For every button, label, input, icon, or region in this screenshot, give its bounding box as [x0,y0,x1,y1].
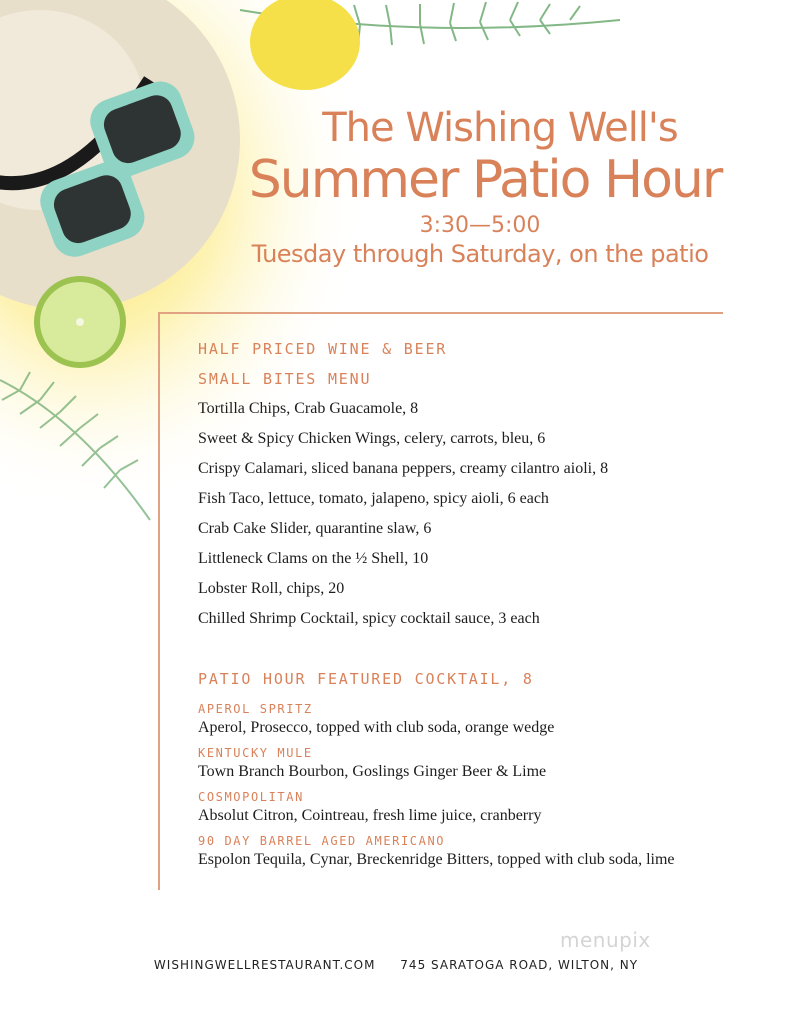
menu-item: Tortilla Chips, Crab Guacamole, 8 [198,400,419,417]
cocktail-name: APEROL SPRITZ [198,702,313,716]
section-heading-small-bites: SMALL BITES MENU [198,370,372,388]
section-heading-cocktail: PATIO HOUR FEATURED COCKTAIL, 8 [198,670,534,688]
restaurant-name: The Wishing Well's [322,105,678,151]
cocktail-description: Aperol, Prosecco, topped with club soda, orange wedge [198,719,555,736]
menu-item: Crispy Calamari, sliced banana peppers, creamy cilantro aioli, 8 [198,460,609,477]
event-title: Summer Patio Hour [248,150,722,210]
cocktail-description: Town Branch Bourbon, Goslings Ginger Beer & Lime [198,763,547,780]
menu-item: Littleneck Clams on the ½ Shell, 10 [198,550,429,567]
website-link[interactable]: WISHINGWELLRESTAURANT.COM [153,958,376,972]
cocktail-name: 90 DAY BARREL AGED AMERICANO [198,834,446,848]
lime-slice-icon [34,276,126,368]
menu-item: Sweet & Spicy Chicken Wings, celery, carrots, bleu, 6 [198,430,546,447]
menu-item: Fish Taco, lettuce, tomato, jalapeno, spicy aioli, 6 each [198,490,549,507]
event-hours: 3:30—5:00 [419,213,541,238]
cocktail-name: COSMOPOLITAN [198,790,304,804]
menu-item: Lobster Roll, chips, 20 [198,580,345,597]
menu-title [200,105,760,269]
frame-divider-left [158,312,160,890]
event-days: Tuesday through Saturday, on the patio [251,240,709,268]
menu-content [198,334,758,876]
cocktail-name: KENTUCKY MULE [198,746,313,760]
section-heading-wine-beer: HALF PRICED WINE & BEER [198,340,448,358]
menu-item: Crab Cake Slider, quarantine slaw, 6 [198,520,432,537]
address: 745 SARATOGA ROAD, WILTON, NY [400,958,639,972]
footer [0,958,792,972]
cocktail-description: Espolon Tequila, Cynar, Breckenridge Bitters, topped with club soda, lime [198,851,675,868]
watermark: menupix [560,928,651,952]
frame-divider-top [158,312,723,314]
menu-item: Chilled Shrimp Cocktail, spicy cocktail sauce, 3 each [198,610,540,627]
cocktail-description: Absolut Citron, Cointreau, fresh lime juice, cranberry [198,807,542,824]
